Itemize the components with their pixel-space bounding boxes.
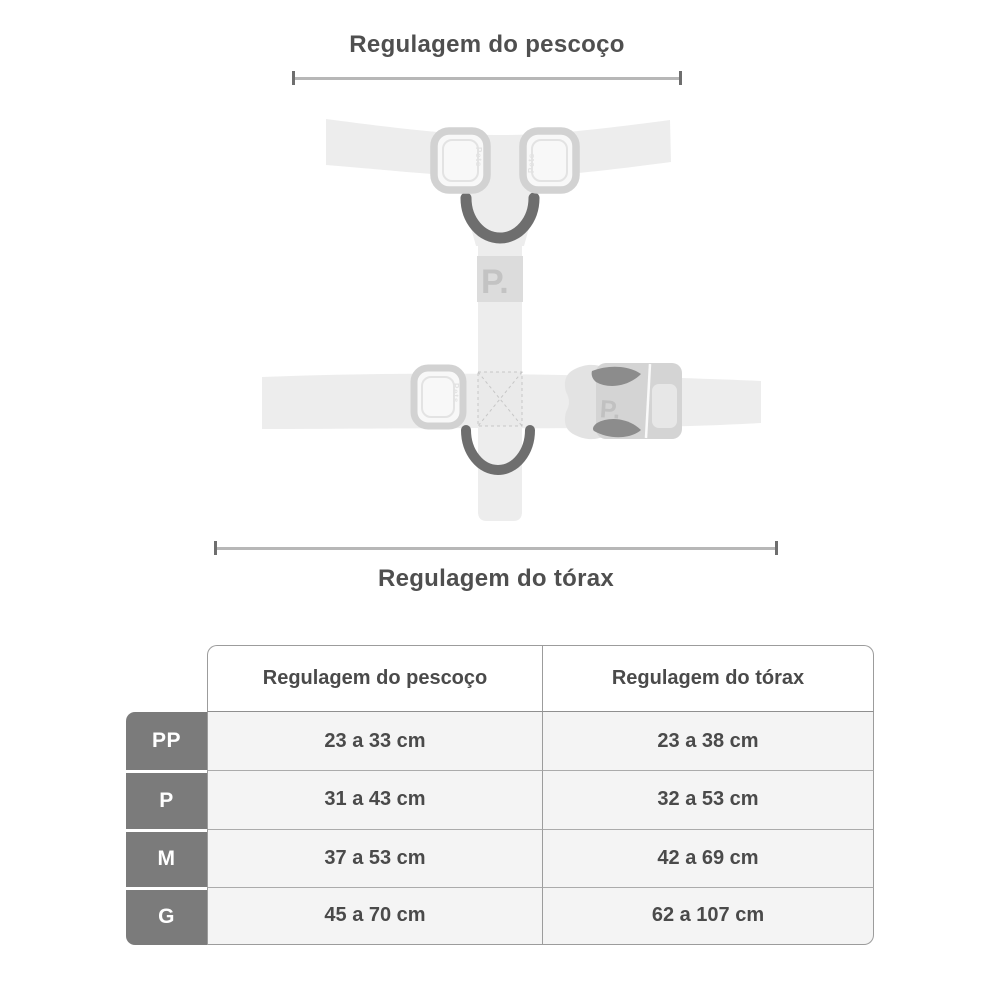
size-table	[126, 645, 874, 945]
chest-measure-rule	[217, 547, 775, 550]
table-cell-chest-g: 62 a 107 cm	[543, 887, 874, 945]
chest-adjuster-icon	[414, 368, 463, 426]
chest-measure-line	[214, 541, 778, 555]
size-label-pp: PP	[126, 712, 207, 770]
side-release-buckle-icon	[565, 363, 682, 439]
table-header-neck: Regulagem do pescoço	[207, 645, 543, 712]
size-label-g: G	[126, 887, 207, 945]
brand-patch	[477, 256, 523, 302]
size-label-p: P	[126, 770, 207, 828]
chest-measure-endcap-right	[775, 541, 778, 555]
table-header-chest: Regulagem do tórax	[543, 645, 874, 712]
adjuster-microtext: Pets	[451, 383, 460, 404]
neck-adjuster-right-icon	[523, 131, 576, 190]
stitch-box	[478, 372, 522, 426]
table-cell-chest-pp: 23 a 38 cm	[543, 712, 874, 770]
brand-patch-logo: P.	[481, 263, 509, 301]
table-cell-neck-p: 31 a 43 cm	[207, 770, 543, 828]
buckle-logo-text: P.	[598, 395, 622, 425]
table-cell-neck-pp: 23 a 33 cm	[207, 712, 543, 770]
neck-adjuster-left-icon	[434, 131, 487, 190]
size-label-m: M	[126, 829, 207, 887]
table-cell-neck-g: 45 a 70 cm	[207, 887, 543, 945]
adjuster-microtext: Pets	[474, 147, 483, 168]
table-cell-chest-m: 42 a 69 cm	[543, 829, 874, 887]
adjuster-microtext: Pets	[527, 152, 536, 173]
neck-strap	[326, 119, 671, 177]
neck-adjustment-title: Regulagem do pescoço	[349, 31, 625, 58]
table-corner-spacer	[126, 645, 207, 712]
table-cell-neck-m: 37 a 53 cm	[207, 829, 543, 887]
buckle-window	[652, 384, 677, 428]
chest-adjustment-title: Regulagem do tórax	[377, 565, 615, 592]
table-cell-chest-p: 32 a 53 cm	[543, 770, 874, 828]
